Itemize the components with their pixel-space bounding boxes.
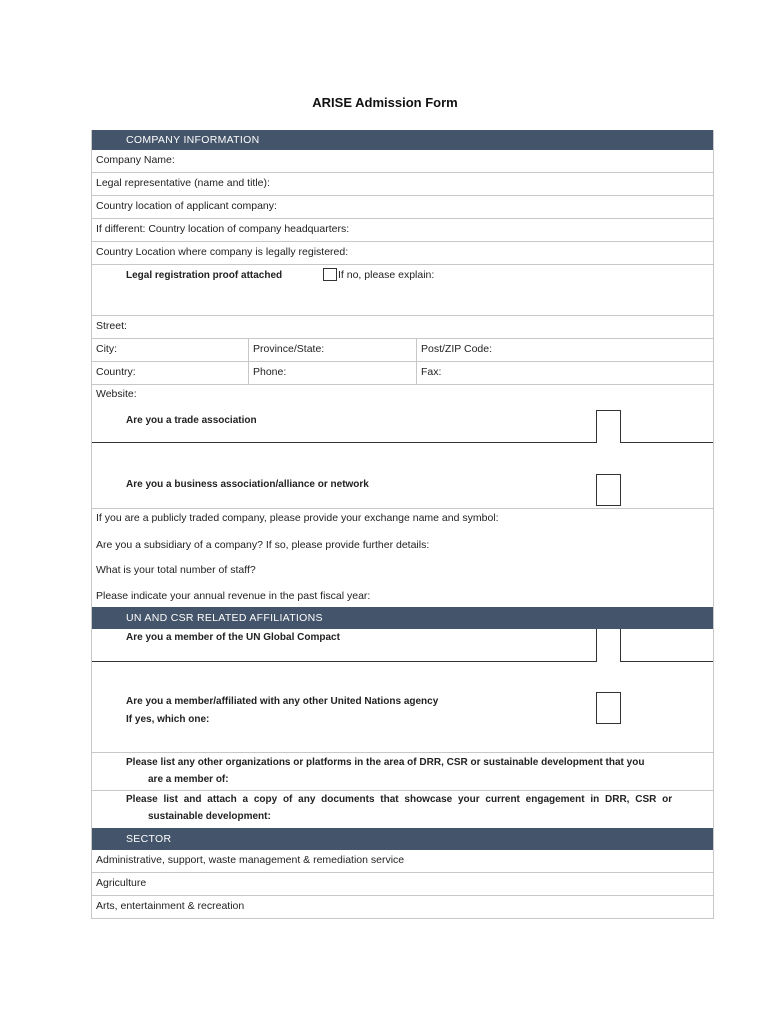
other-organizations-field[interactable] <box>92 753 713 791</box>
province-label: Province/State: <box>253 343 325 355</box>
street-label: Street: <box>96 320 127 332</box>
headquarters-location-field[interactable] <box>92 219 713 242</box>
company-information-header: COMPANY INFORMATION <box>92 130 713 150</box>
legal-proof-row <box>92 265 713 316</box>
sector-item-label: Arts, entertainment & recreation <box>96 900 245 912</box>
business-association-checkbox[interactable] <box>596 474 621 506</box>
legal-proof-label: Legal registration proof attached <box>126 270 283 281</box>
sector-header: SECTOR <box>92 828 713 850</box>
country-registered-field[interactable] <box>92 242 713 265</box>
country-location-field[interactable] <box>92 196 713 219</box>
revenue-label: Please indicate your annual revenue in the past fiscal year: <box>96 590 371 602</box>
which-agency-field[interactable]: If yes, which one: <box>126 714 210 725</box>
other-organizations-label-line1: Please list any other organizations or platforms in the area of DRR, CSR or sustainable development that you <box>126 757 645 768</box>
publicly-traded-label: If you are a publicly traded company, please provide your exchange name and symbol: <box>96 512 499 524</box>
website-field[interactable]: Website: <box>96 388 137 400</box>
country-location-label: Country location of applicant company: <box>96 200 277 212</box>
publicly-traded-field[interactable] <box>92 509 713 536</box>
staff-label: What is your total number of staff? <box>96 564 256 576</box>
engagement-documents-label-line1: Please list and attach a copy of any documents that showcase your current engagement in DRR, CSR or <box>126 794 673 805</box>
un-affiliations-header: UN AND CSR RELATED AFFILIATIONS <box>92 607 713 629</box>
subsidiary-field[interactable] <box>92 536 713 560</box>
country-registered-label: Country Location where company is legally registered: <box>96 246 349 258</box>
headquarters-location-label: If different: Country location of company headquarters: <box>96 223 350 235</box>
province-field[interactable] <box>249 339 417 361</box>
fax-label: Fax: <box>421 366 442 378</box>
other-un-agency-row <box>92 662 713 753</box>
engagement-documents-label-line2: sustainable development: <box>148 811 271 822</box>
sector-item-label: Administrative, support, waste management & remediation service <box>96 854 405 866</box>
country-field[interactable] <box>92 362 249 384</box>
company-name-field[interactable] <box>92 150 713 173</box>
fax-field[interactable] <box>417 362 713 384</box>
engagement-documents-field[interactable] <box>92 791 713 828</box>
legal-representative-field[interactable] <box>92 173 713 196</box>
phone-field[interactable] <box>249 362 417 384</box>
postcode-field[interactable] <box>417 339 713 361</box>
legal-proof-checkbox[interactable] <box>323 268 337 281</box>
city-field[interactable] <box>92 339 249 361</box>
business-association-row <box>92 443 713 509</box>
country-label: Country: <box>96 366 136 378</box>
other-organizations-label-line2: are a member of: <box>148 774 229 785</box>
sector-item-label: Agriculture <box>96 877 147 889</box>
staff-field[interactable] <box>92 560 713 584</box>
country-row <box>92 362 713 385</box>
phone-label: Phone: <box>253 366 287 378</box>
global-compact-checkbox[interactable] <box>596 629 621 662</box>
website-row <box>92 385 713 443</box>
trade-association-label: Are you a trade association <box>126 415 257 426</box>
sector-item[interactable] <box>92 873 713 896</box>
sector-item[interactable] <box>92 896 713 919</box>
revenue-field[interactable] <box>92 584 713 607</box>
street-field[interactable] <box>92 316 713 339</box>
global-compact-row <box>92 629 713 662</box>
if-no-explain-field[interactable]: If no, please explain: <box>338 269 435 281</box>
business-association-label: Are you a business association/alliance or network <box>126 479 369 490</box>
company-name-label: Company Name: <box>96 154 175 166</box>
other-un-agency-checkbox[interactable] <box>596 692 621 724</box>
admission-form <box>91 130 714 919</box>
subsidiary-label: Are you a subsidiary of a company? If so, please provide further details: <box>96 539 430 551</box>
sector-item[interactable] <box>92 850 713 873</box>
trade-association-checkbox[interactable] <box>596 410 621 443</box>
other-un-agency-label: Are you a member/affiliated with any other United Nations agency <box>126 696 439 707</box>
legal-representative-label: Legal representative (name and title): <box>96 177 270 189</box>
postcode-label: Post/ZIP Code: <box>421 343 493 355</box>
form-title: ARISE Admission Form <box>312 95 458 110</box>
city-row <box>92 339 713 362</box>
global-compact-label: Are you a member of the UN Global Compact <box>126 632 340 643</box>
city-label: City: <box>96 343 117 355</box>
